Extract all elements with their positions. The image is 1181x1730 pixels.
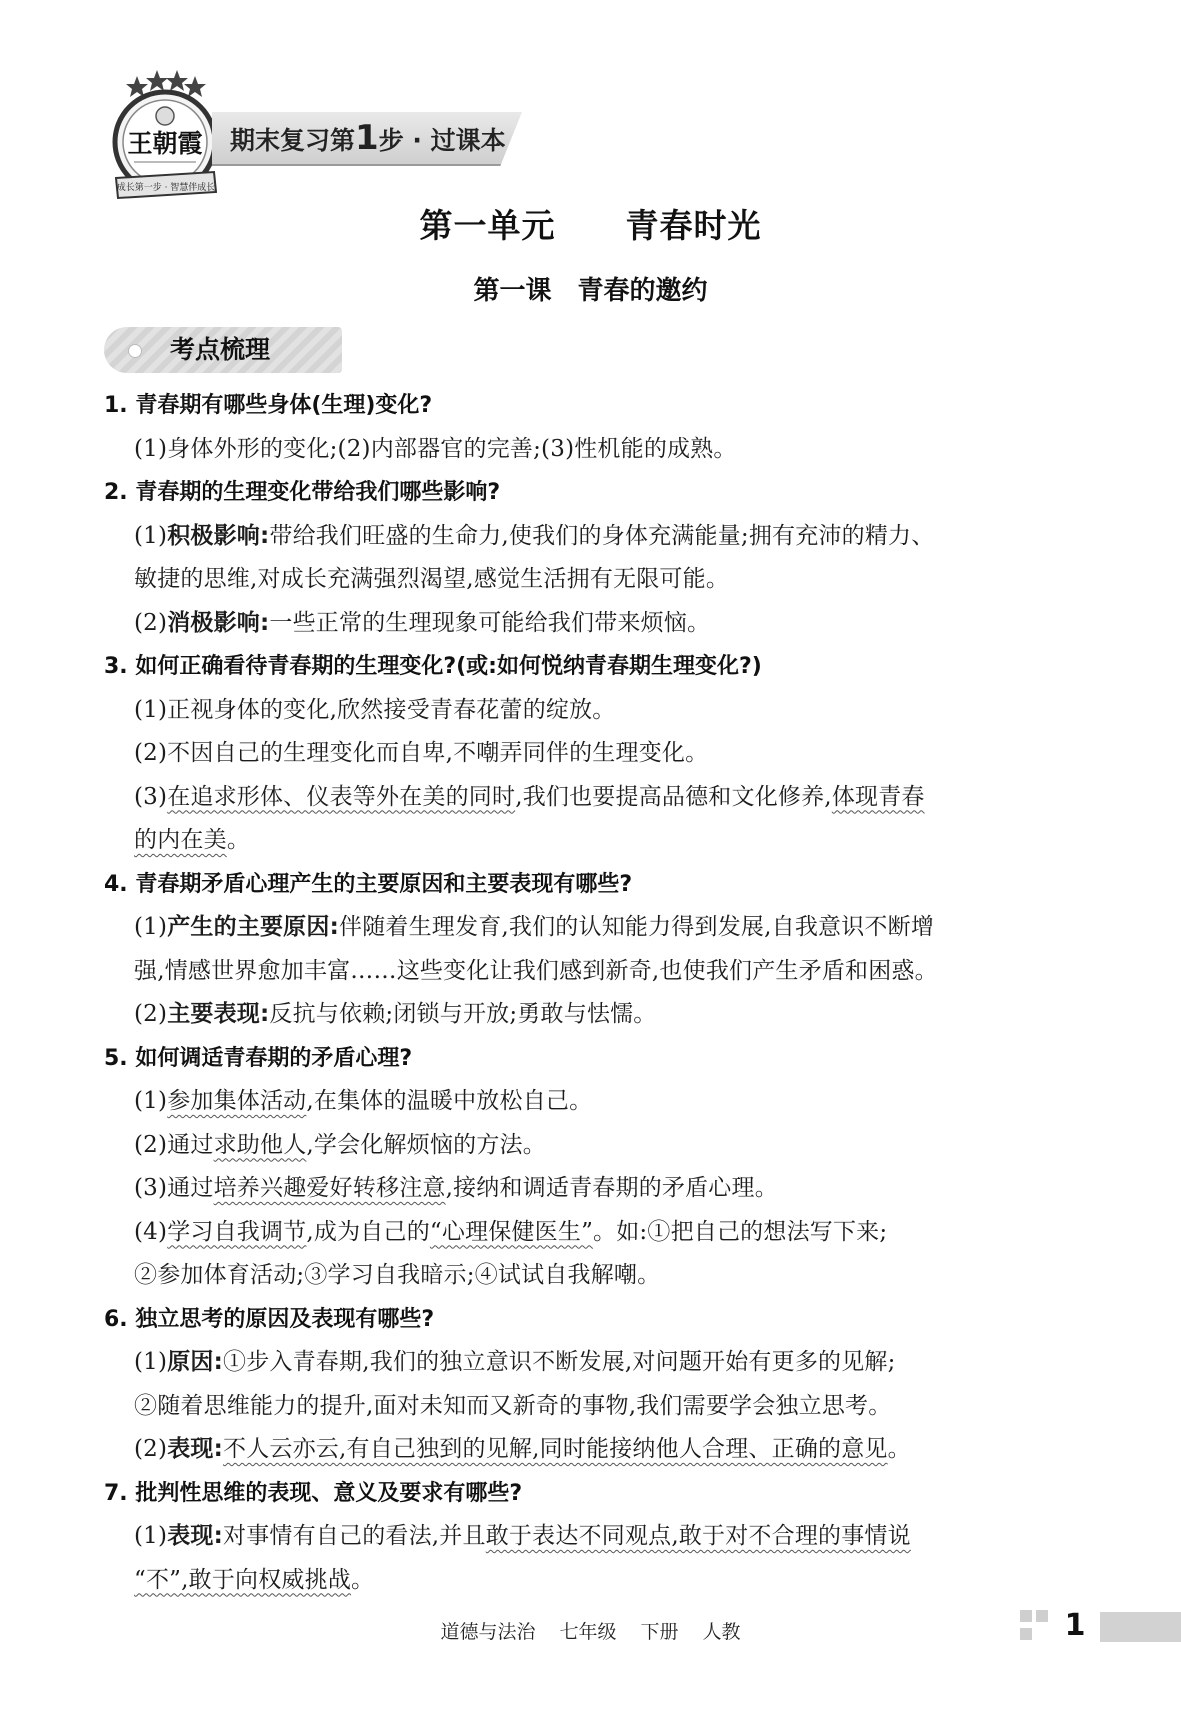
answer-keyword: 表现: xyxy=(167,1523,223,1549)
question-heading: 3. 如何正确看待青春期的生理变化?(或:如何悦纳青春期生理变化?) xyxy=(104,654,762,679)
answer-keyword: 积极影响: xyxy=(167,522,270,549)
answer-line xyxy=(104,819,1084,863)
answer-text: 带给我们旺盛的生命力,使我们的身体充满能量;拥有充沛的精力、 xyxy=(269,522,935,549)
answer-emphasis: “心理保健医生” xyxy=(429,1218,594,1245)
answer-emphasis: 在追求形体、仪表等外在美的同时 xyxy=(167,783,516,810)
answer-text: 一些正常的生理现象可能给我们带来烦恼。 xyxy=(269,609,711,636)
answer-text: ②随着思维能力的提升,面对未知而又新奇的事物,我们需要学会独立思考。 xyxy=(134,1392,892,1419)
question-heading: 7. 批判性思维的表现、意义及要求有哪些? xyxy=(104,1480,523,1506)
answer-emphasis: 培养兴趣爱好转移注意 xyxy=(213,1175,446,1201)
answer-text: 对事情有自己的看法,并且 xyxy=(223,1523,486,1549)
answer-line xyxy=(104,1124,1084,1168)
answer-line xyxy=(104,1254,1084,1298)
answer-line xyxy=(104,428,1084,472)
answer-line xyxy=(104,558,1084,602)
page-number-decoration-icon xyxy=(1020,1610,1050,1644)
question-heading: 5. 如何调适青春期的矛盾心理? xyxy=(104,1045,413,1071)
section-label: 考点梳理 xyxy=(170,335,271,364)
footer-volume: 下册 xyxy=(640,1621,679,1643)
answer-line xyxy=(104,732,1084,776)
answer-emphasis: 求助他人 xyxy=(213,1131,307,1158)
lesson-title xyxy=(0,270,1181,307)
answer-text: (2)通过 xyxy=(134,1131,214,1158)
answer-emphasis: 学习自我调节 xyxy=(167,1218,307,1245)
answer-text: (1) xyxy=(134,1523,168,1549)
answer-emphasis: 敢于表达不同观点,敢于对不合理的事情说 xyxy=(485,1523,911,1549)
unit-title xyxy=(0,200,1181,247)
answer-text: ,在集体的温暖中放松自己。 xyxy=(306,1088,593,1114)
footer-subject: 道德与法治 xyxy=(440,1621,536,1643)
answer-line xyxy=(104,1385,1084,1429)
answer-text: (2) xyxy=(134,1436,168,1462)
unit-name: 青春时光 xyxy=(625,206,762,245)
answer-text: ,学会化解烦恼的方法。 xyxy=(306,1131,546,1158)
answer-emphasis: 参加集体活动 xyxy=(167,1088,307,1114)
answer-line xyxy=(104,993,1084,1037)
question-heading: 1. 青春期有哪些身体(生理)变化? xyxy=(104,393,433,418)
answer-keyword: 原因: xyxy=(167,1349,223,1375)
answer-keyword: 主要表现: xyxy=(167,1001,270,1027)
answer-line xyxy=(104,515,1084,559)
answer-text: ,接纳和调适青春期的矛盾心理。 xyxy=(445,1175,778,1201)
question-heading: 4. 青春期矛盾心理产生的主要原因和主要表现有哪些? xyxy=(104,871,633,897)
footer-grade: 七年级 xyxy=(559,1621,617,1643)
answer-text: ②参加体育活动;③学习自我暗示;④试试自我解嘲。 xyxy=(134,1262,661,1288)
answer-text: (1) xyxy=(134,914,168,940)
section-tag-dot-icon xyxy=(128,344,142,358)
answer-text: 。如:①把自己的想法写下来; xyxy=(593,1218,888,1245)
unit-number: 第一单元 xyxy=(419,206,556,245)
footer-info xyxy=(0,1617,1181,1644)
answer-text: 。 xyxy=(887,1436,911,1462)
answer-text: (2) xyxy=(134,609,168,636)
answer-line xyxy=(104,1167,1084,1211)
answer-line xyxy=(104,776,1084,820)
answer-text: (1) xyxy=(134,1349,168,1375)
question-heading: 6. 独立思考的原因及表现有哪些? xyxy=(104,1306,435,1332)
answer-text: 强,情感世界愈加丰富……这些变化让我们感到新奇,也使我们产生矛盾和困惑。 xyxy=(134,957,938,984)
answer-text: (1) xyxy=(134,522,168,549)
answer-line xyxy=(104,1559,1084,1603)
footer-edition: 人教 xyxy=(702,1621,741,1643)
page-number-bar xyxy=(1100,1612,1181,1642)
answer-line xyxy=(104,1515,1084,1559)
answer-keyword: 表现: xyxy=(167,1436,223,1462)
question-heading: 2. 青春期的生理变化带给我们哪些影响? xyxy=(104,480,501,505)
answer-text: 。 xyxy=(226,827,251,853)
answer-emphasis: 的内在美 xyxy=(134,827,227,853)
review-points xyxy=(104,384,1084,1602)
answer-line xyxy=(104,1080,1084,1124)
answer-keyword: 消极影响: xyxy=(167,609,270,636)
answer-text: ①步入青春期,我们的独立意识不断发展,对问题开始有更多的见解; xyxy=(223,1349,896,1375)
answer-line xyxy=(104,1428,1084,1472)
page-number: 1 xyxy=(1064,1608,1086,1643)
answer-text: (1) xyxy=(134,1088,168,1114)
logo-slogan: 成长第一步 · 智慧伴成长 xyxy=(116,183,216,193)
answer-text: (2) xyxy=(134,1001,168,1027)
answer-text: (1)正视身体的变化,欣然接受青春花蕾的绽放。 xyxy=(134,696,616,723)
answer-keyword: 产生的主要原因: xyxy=(167,914,339,940)
answer-text: (4) xyxy=(134,1218,168,1245)
answer-emphasis: “不”,敢于向权威挑战 xyxy=(134,1566,352,1593)
logo-text: 王朝霞 xyxy=(127,129,203,158)
answer-line xyxy=(104,1211,1084,1255)
brand-logo-badge xyxy=(104,70,226,210)
answer-line xyxy=(104,689,1084,733)
answer-text: (2)不因自己的生理变化而自卑,不嘲弄同伴的生理变化。 xyxy=(134,740,709,766)
answer-line xyxy=(104,602,1084,646)
answer-text: 伴随着生理发育,我们的认知能力得到发展,自我意识不断增 xyxy=(339,914,935,940)
lesson-name: 青春的邀约 xyxy=(577,276,708,306)
answer-emphasis: 体现青春 xyxy=(831,783,925,810)
lesson-number: 第一课 xyxy=(473,276,552,306)
answer-line xyxy=(104,1341,1084,1385)
answer-emphasis: 不人云亦云,有自己独到的见解,同时能接纳他人合理、正确的意见 xyxy=(223,1436,888,1462)
answer-text: 反抗与依赖;闭锁与开放;勇敢与怯懦。 xyxy=(269,1001,657,1027)
answer-line xyxy=(104,906,1084,950)
answer-text: (3) xyxy=(134,783,168,810)
answer-text: ,我们也要提高品德和文化修养, xyxy=(515,783,832,810)
answer-text: 。 xyxy=(351,1566,375,1593)
header-ribbon-title: 期末复习第1步 · 过课本 xyxy=(230,118,506,158)
answer-text: (1)身体外形的变化;(2)内部器官的完善;(3)性机能的成熟。 xyxy=(134,435,737,462)
answer-line xyxy=(104,950,1084,994)
answer-text: (3)通过 xyxy=(134,1175,214,1201)
answer-text: 敏捷的思维,对成长充满强烈渴望,感觉生活拥有无限可能。 xyxy=(134,566,730,592)
answer-text: ,成为自己的 xyxy=(306,1218,430,1245)
